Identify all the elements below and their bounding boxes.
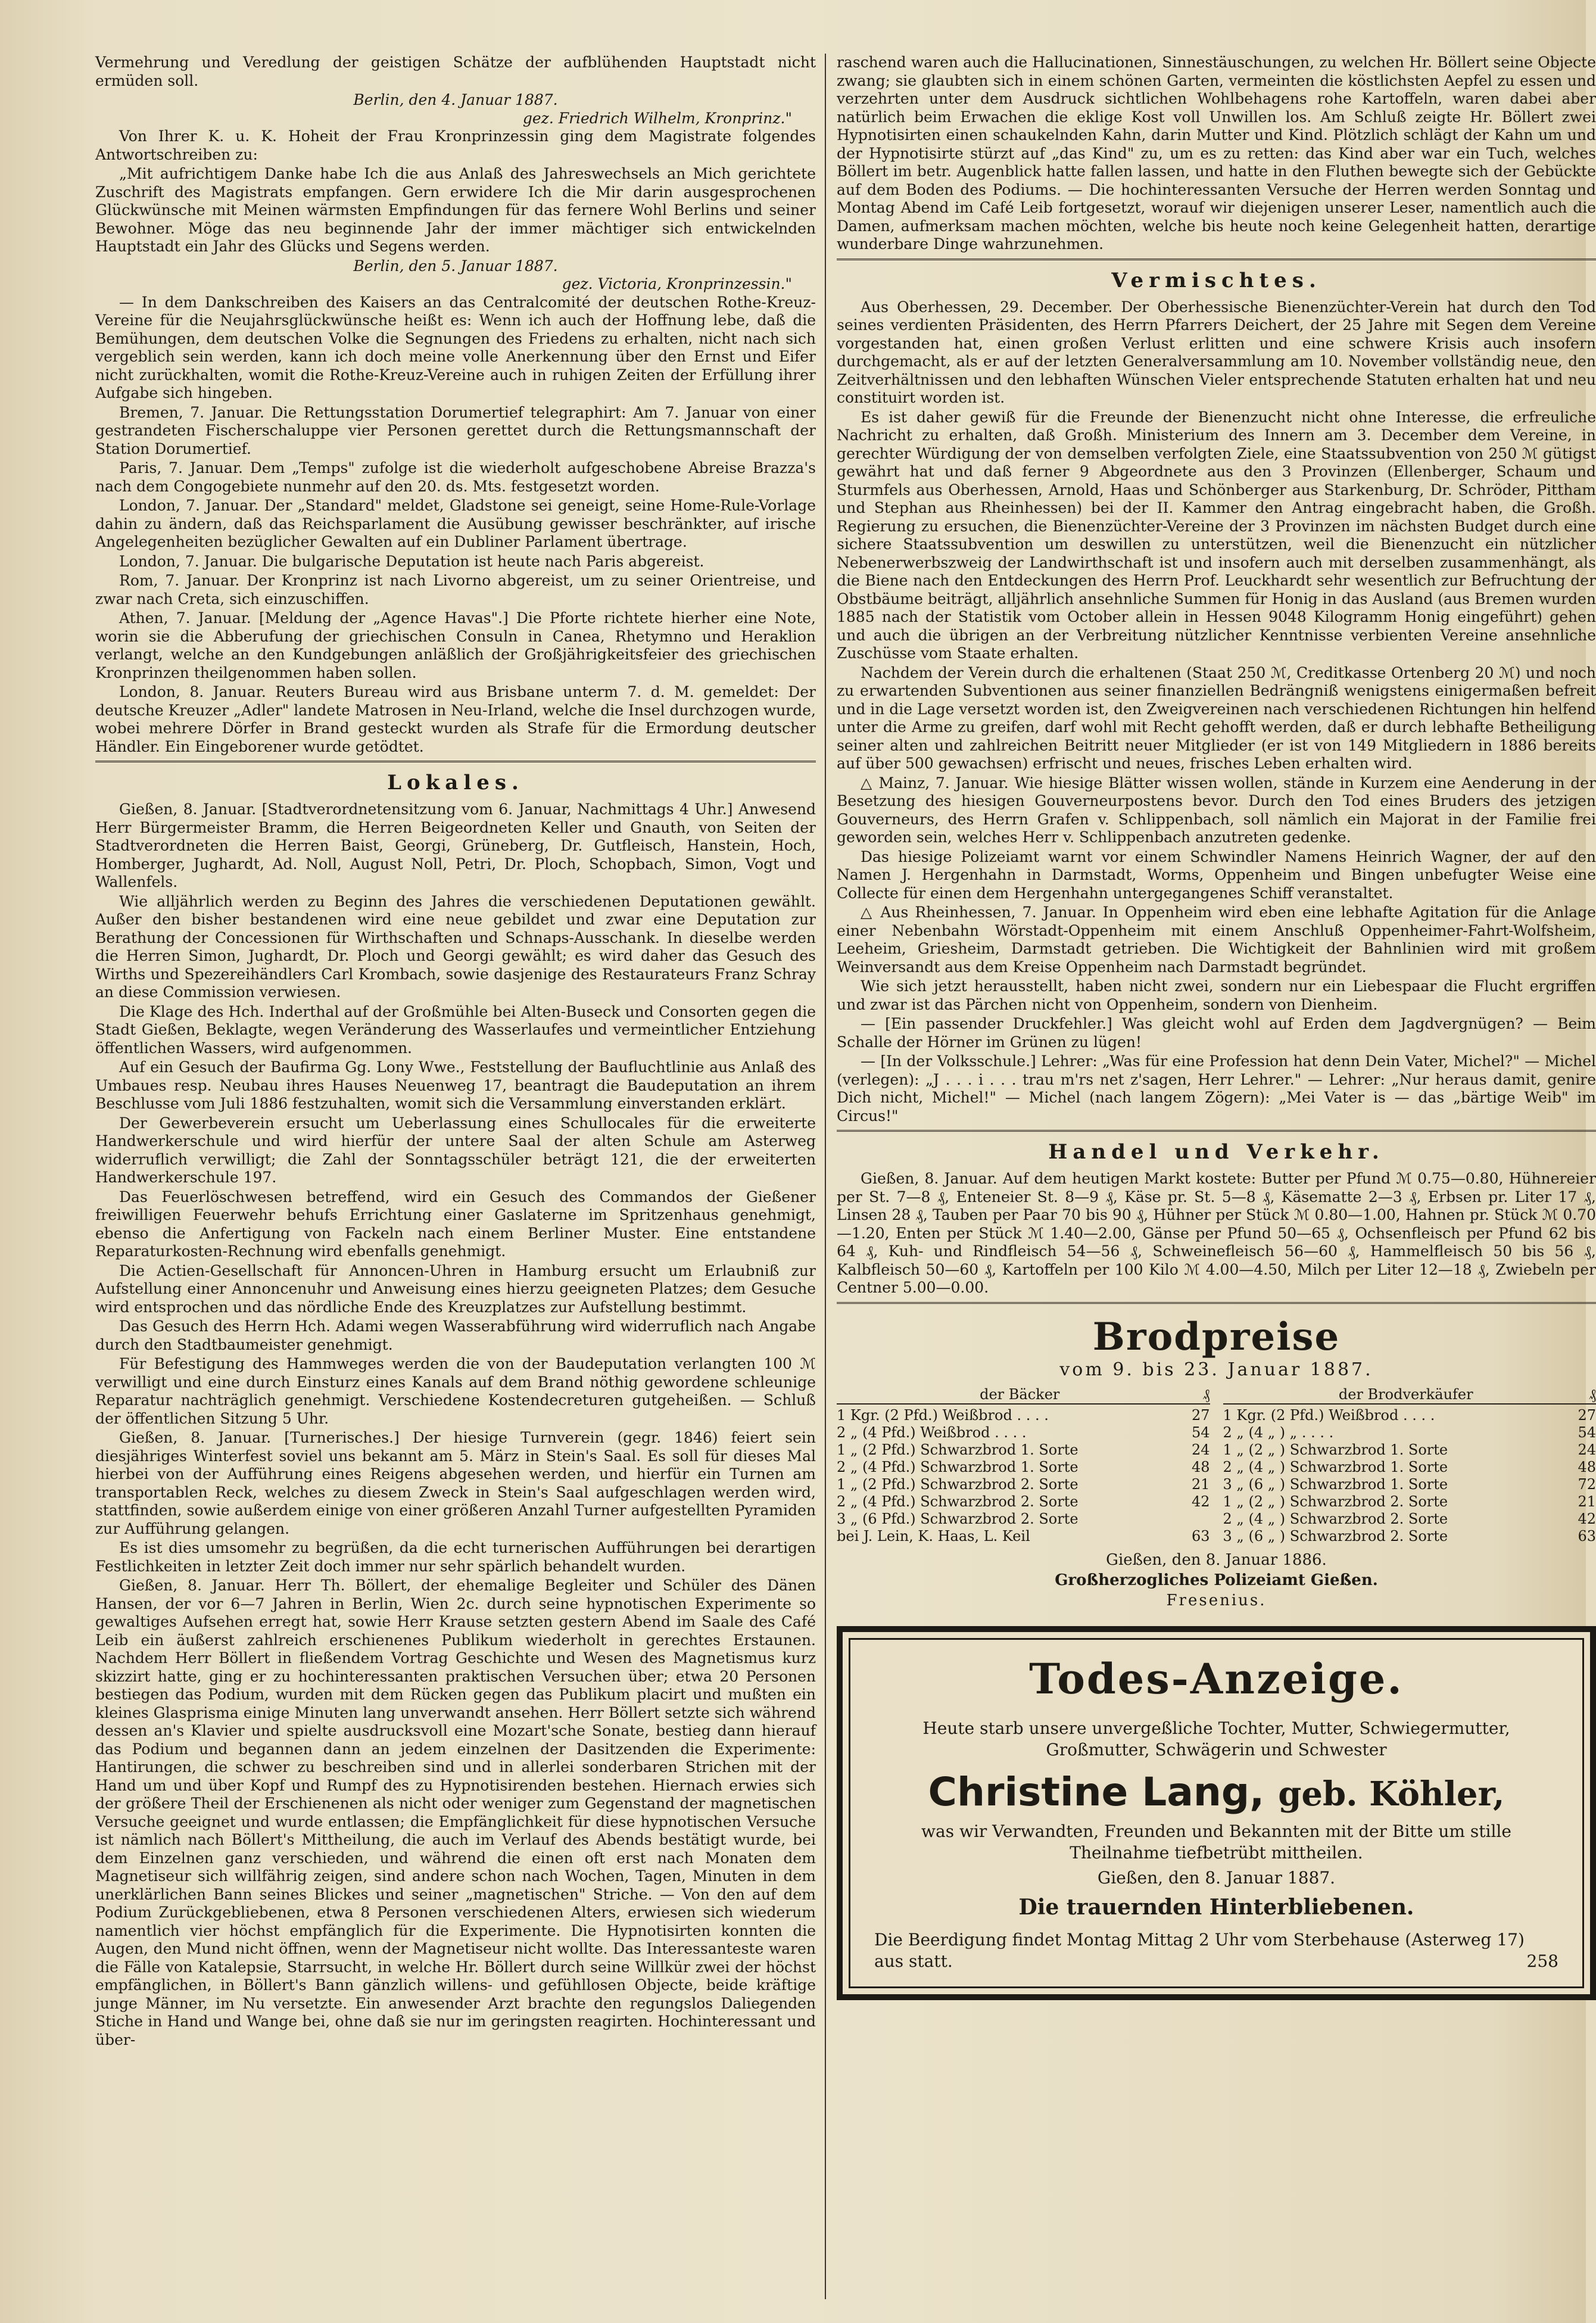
section-divider (837, 1130, 1596, 1132)
local-item: Das Feuerlöschwesen betreffend, wird ein Gesuch des Commandos der Gießener freiwilligen Feuerwehr behufs Errichtung einer Gaslaterne im Spritzenhaus genehmigt, ebenso die Anfertigung von Fackeln nach einem Berliner Muster. Eine entstandene Reparaturkosten-Rechnung wird ebenfalls genehmigt. (95, 1188, 816, 1260)
price-value: 54 (1191, 1424, 1210, 1441)
death-notice-date: Gießen, den 8. Januar 1887. (1097, 1867, 1336, 1888)
maiden-name: geb. Köhler, (1278, 1774, 1505, 1814)
local-item: Die Actien-Gesellschaft für Annoncen-Uhren in Hamburg ersucht um Erlaubniß zur Aufstellung einer Annoncenuhr und Anweisung eines hierzu geeigneten Platzes; dem Gesuche wird entsprochen und das nördliche Ende des Kreuzplatzes zur Aufstellung bestimmt. (95, 1262, 816, 1316)
news-item: Athen, 7. Januar. [Meldung der „Agence Havas".] Die Pforte richtete hierher eine Note, worin sie die Abberufung der griechischen Consuln in Canea, Rhetymno und Heraklion verlangt, welche an den Kundgebungen anläßlich der Großjährigkeitsfeier des griechischen Kronprinzen theilgenommen haben sollen. (95, 609, 816, 681)
funeral-info: Die Beerdigung findet Montag Mittag 2 Uhr vom Sterbehause (Asterweg 17) aus statt. (874, 1929, 1525, 1971)
local-item: Die Klage des Hch. Inderthal auf der Großmühle bei Alten-Buseck und Consorten gegen die Stadt Gießen, Beklagte, wegen Veränderung des Wasserlaufes und vermeintlicher Entziehung öffentlichen Wassers, wird aufgenommen. (95, 1002, 816, 1057)
price-value: 27 (1191, 1406, 1210, 1424)
price-row (1223, 1407, 1596, 1424)
price-value: 63 (1578, 1527, 1596, 1544)
bread-prices-title: Brodpreise (1092, 1314, 1341, 1359)
paragraph: — In dem Dankschreiben des Kaisers an das Centralcomité der deutschen Rothe-Kreuz-Vereine für die Neujahrsglückwünsche heißt es: Wenn ich auch der Hoffnung lebe, daß die Bemühungen, dem deutschen Volke die Segnungen des Friedens zu erhalten, nicht nach sich vergeblich sein werden, kann ich doch meine volle Anerkennung über den Ernst und Eifer nicht zurückhalten, womit die Rothe-Kreuz-Vereine auch in ruhigen Zeiten der Erfüllung ihrer Aufgabe sich hingeben. (95, 293, 816, 401)
death-notice (837, 1626, 1596, 2000)
bread-prices-period: vom 9. bis 23. Januar 1887. (1059, 1359, 1373, 1380)
signature: gez. Victoria, Kronprinzessin." (562, 275, 792, 292)
price-value: 63 (1191, 1527, 1210, 1544)
price-item: 2 „ (4 „ ) Schwarzbrod 1. Sorte (1223, 1458, 1448, 1475)
local-item: Es ist dies umsomehr zu begrüßen, da die echt turnerischen Aufführungen bei derartigen Festlichkeiten in letzter Zeit doch immer nur sehr spärlich behandelt wurden. (95, 1539, 816, 1575)
price-row (1223, 1459, 1596, 1476)
bread-notice-signature: Fresenius. (1166, 1591, 1267, 1609)
paragraph: Vermehrung und Veredlung der geistigen Schätze der aufblühenden Hauptstadt nicht ermüden soll. (95, 54, 816, 89)
misc-item: — [Ein passender Druckfehler.] Was gleicht wohl auf Erden dem Jagdvergnügen? — Beim Schalle der Hörner im Grünen zu lügen! (837, 1015, 1596, 1051)
local-item: Gießen, 8. Januar. Herr Th. Böllert, der ehemalige Begleiter und Schüler des Dänen Hansen, der vor 6—7 Jahren in Berlin, Wien 2c. durch seine hypnotischen Experimente so gewaltiges Aufsehen erregt hat, sowie Herr Krause setzten gestern Abend im Saale des Café Leib ein äußerst zahlreich erschienenes Publikum wiederholt in gerechtes Erstaunen. Nachdem Herr Böllert in fließendem Vortrag Geschichte und Wesen des Magnetismus kurz skizzirt hatte, ging er zu hochinteressanten praktischen Versuchen über; etwa 20 Personen bestiegen das Podium, wurden mit dem Rücken gegen das Publikum placirt und mußten ein kleines Glasprisma einige Minuten lang unverwandt ansehen. Herr Böllert setzte sich während dessen an's Klavier und spielte ausdrucksvoll eine Mozart'sche Sonate, bestieg dann hierauf das Podium und begannen dann an jedem einzelnen der Dasitzenden die Experimente: Hantirungen, die schwer zu beschreiben sind und in allerlei sonderbaren Strichen mit der Hand um und über Kopf und Rumpf des zu Hypnotisirenden bestehen. Hiernach erwies sich der größere Theil der Erschienenen als nicht oder weniger zum Gegenstand der magnetischen Versuche geeignet und wurde entlassen; die Empfänglichkeit für diese hypnotischen Versuche ist nämlich nach Böllert's Mittheilung, die auch im Verlauf des Abends bestätigt wurde, bei dem Einzelnen ganz verschieden, und während die einen oft erst nach Monaten dem Magnetiseur sich willfährig zeigen, sind andere schon nach Wochen, Tagen, Minuten in dem unerklärlichen Bann seines Blickes und seiner „magnetischen" Striche. — Von den auf dem Podium Zurückgebliebenen, etwa 8 Personen verschiedenen Alters, erwiesen sich wiederum namentlich vier höchst empfänglich für die Experimente. Die Hypnotisirten konnten die Augen, den Mund nicht öffnen, wenn der Magnetiseur nicht wollte. Das Interessanteste waren die Fälle von Katalepsie, Starrsucht, in welche Hr. Böllert durch seine Willkür zwei der höchst empfänglichen, in Böllert's Bann gänzlich willens- und gefühllosen Objecte, beide kräftige junge Männer, im Nu versetzte. Ein anwesender Arzt brachte den regungslos Daliegenden Stiche in Hand und Wange bei, ohne daß sie nur im geringsten reagirten. Hochinteressant und über- (95, 1577, 816, 2048)
price-value: 27 (1578, 1406, 1596, 1424)
left-column (95, 54, 816, 2287)
price-row (1223, 1511, 1596, 1528)
price-row (837, 1493, 1210, 1511)
price-row (1223, 1424, 1596, 1441)
price-value: 42 (1191, 1493, 1210, 1510)
local-item: Für Befestigung des Hammweges werden die von der Baudeputation verlangten 100 ℳ verwilligt und eine durch Einsturz eines Kanals auf dem Brand nöthig gewordene schleunige Reparatur nachträglich genehmigt. Verschiedene Kostendecreturen gutgeheißen. — Schluß der öffentlichen Sitzung 5 Uhr. (95, 1355, 816, 1427)
price-value: 42 (1578, 1510, 1596, 1527)
price-row (837, 1407, 1210, 1424)
bread-notice-authority: Großherzogliches Polizeiamt Gießen. (1055, 1571, 1378, 1589)
local-item: Wie alljährlich werden zu Beginn des Jahres die verschiedenen Deputationen gewählt. Außer den bisher bestandenen wird eine neue gebildet und zwar eine Deputation zur Berathung der Concessionen für Wirthschaften und Schnaps-Ausschank. In dieselbe werden die Herren Simon, Jughardt, Dr. Ploch und Georgi gewählt; es wird daher das Gesuch des Wirths und Spezereihändlers Carl Krombach, sowie dasjenige des Restaurateurs Franz Schray an diese Commission verwiesen. (95, 892, 816, 1001)
price-item: 2 „ (4 „ ) „ . . . . (1223, 1424, 1334, 1441)
price-row (837, 1441, 1210, 1459)
ad-number: 258 (1526, 1951, 1558, 1971)
price-value: 48 (1578, 1458, 1596, 1475)
misc-item: Wie sich jetzt herausstellt, haben nicht zwei, sondern nur ein Liebespaar die Flucht ergriffen und zwar ist das Pärchen nicht von Oppenheim, sondern von Dienheim. (837, 977, 1596, 1013)
local-item: Das Gesuch des Herrn Hch. Adami wegen Wasserabführung wird widerruflich nach Angabe durch den Stadtbaumeister genehmigt. (95, 1318, 816, 1353)
news-item: London, 7. Januar. Die bulgarische Deputation ist heute nach Paris abgereist. (119, 552, 705, 570)
deceased-name: Christine Lang, geb. Köhler, (928, 1768, 1505, 1815)
sellers-column (1223, 1386, 1596, 1545)
price-value: 24 (1191, 1441, 1210, 1458)
price-item: 1 Kgr. (2 Pfd.) Weißbrod . . . . (1223, 1406, 1435, 1424)
price-item: 1 „ (2 Pfd.) Schwarzbrod 2. Sorte (837, 1475, 1078, 1493)
bread-price-table (837, 1386, 1596, 1545)
bakers-column (837, 1386, 1210, 1545)
signature: gez. Friedrich Wilhelm, Kronprinz." (522, 109, 792, 127)
price-value: 24 (1578, 1441, 1596, 1458)
misc-item: Nachdem der Verein durch die erhaltenen (Staat 250 ℳ, Creditkasse Ortenberg 20 ℳ) und noch zu erwartenden Subventionen aus seiner finanziellen Bedrängniß wenigstens einigermaßen befreit und in die Lage versetzt worden ist, den Zweigvereinen nach verschiedenen Richtungen hin helfend unter die Arme zu greifen, darf wohl mit Recht gehofft werden, daß er durch lebhafte Betheiligung seiner alten und zahlreichen Beitritt neuer Mitglieder (er ist von 149 Mitgliedern in 1886 bereits auf über 500 gewachsen) erfrischt und neues, frisches Leben erhalten wird. (837, 664, 1596, 772)
section-heading-lokales: Lokales. (387, 771, 524, 795)
local-item: Auf ein Gesuch der Baufirma Gg. Lony Wwe., Feststellung der Baufluchtlinie aus Anlaß des Umbaues resp. Neubau ihres Hauses Neuenweg 17, beantragt die Baudeputation an ihrem Beschlusse vom Juli 1886 festzuhalten, womit sich die Versammlung einverstanden erklärt. (95, 1058, 816, 1112)
price-row (837, 1424, 1210, 1441)
news-item: London, 8. Januar. Reuters Bureau wird aus Brisbane unterm 7. d. M. gemeldet: Der deutsche Kreuzer „Adler" landete Matrosen in Neu-Irland, welche die Insel durchzogen wurde, wobei mehrere Dörfer in Brand gesteckt wurden als Strafe für die Ermordung deutscher Händler. Ein Eingeborener wurde getödtet. (95, 683, 816, 755)
death-notice-text: was wir Verwandten, Freunden und Bekannten mit der Bitte um stille Theilnahme tiefbetrübt mittheilen. (921, 1821, 1511, 1863)
section-divider (837, 259, 1596, 260)
local-item: Gießen, 8. Januar. [Turnerisches.] Der hiesige Turnverein (gegr. 1846) feiert sein diesjähriges Winterfest soviel uns bekannt am 5. März in Stein's Saal. Es soll für dieses Mal hierbei von der Aufführung eines Reigens abgesehen werden, und hierfür ein Turnen am transportablen Reck, welches zu diesem Zweck in Stein's Saal aufgeschlagen werden wird, stattfinden, sowie außerdem einige von einer größeren Anzahl Turner aufgestellten Pyramiden zur Aufführung gelangen. (95, 1429, 816, 1537)
dateline: Berlin, den 4. Januar 1887. (353, 91, 558, 108)
price-value: 21 (1578, 1493, 1596, 1510)
death-notice-title: Todes-Anzeige. (1029, 1653, 1404, 1704)
price-item: 3 „ (6 „ ) Schwarzbrod 2. Sorte (1223, 1527, 1448, 1544)
price-row (837, 1528, 1210, 1545)
death-notice-signature: Die trauernden Hinterbliebenen. (1018, 1894, 1414, 1920)
price-item: 2 „ (4 Pfd.) Schwarzbrod 2. Sorte (837, 1493, 1078, 1510)
right-column (837, 54, 1596, 2287)
bakers-heading: der Bäcker (980, 1385, 1060, 1403)
section-heading-handel: Handel und Verkehr. (1048, 1140, 1385, 1164)
price-row (837, 1459, 1210, 1476)
misc-item: Aus Oberhessen, 29. December. Der Oberhessische Bienenzüchter-Verein hat durch den Tod seines verdienten Präsidenten, des Herrn Pfarrers Deichert, der 25 Jahre mit Segen dem Vereine vorgestanden hat, einen großen Verlust erlitten und eine schwere Krisis auch insofern durchgemacht, als er auf der letzten Generalversammlung am 10. November vollständig neue, den Zeitverhältnissen und den lebhaften Wünschen Vieler entsprechende Statuten erhalten hat und neu constituirt worden ist. (837, 298, 1596, 406)
price-value: 48 (1191, 1458, 1210, 1475)
news-item: London, 7. Januar. Der „Standard" meldet, Gladstone sei geneigt, seine Home-Rule-Vorlage dahin zu ändern, daß das Reichsparlament die Ausübung gewisser beschränkter, auf irische Angelegenheiten bezüglicher Gewalten auf ein Dubliner Parlament übertrage. (95, 497, 816, 550)
column-divider (825, 54, 826, 2299)
market-report: Gießen, 8. Januar. Auf dem heutigen Markt kostete: Butter per Pfund ℳ 0.75—0.80, Hühnereier per St. 7—8 ₰, Enteneier St. 8—9 ₰, Käse pr. St. 5—8 ₰, Käsematte 2—3 ₰, Erbsen pr. Liter 17 ₰, Linsen 28 ₰, Tauben per Paar 70 bis 90 ₰, Hühner per Stück ℳ 0.80—1.00, Hahnen pr. Stück ℳ 0.70—1.20, Enten per Stück ℳ 1.40—2.00, Gänse per Pfund 50—65 ₰, Ochsenfleisch per Pfund 62 bis 64 ₰, Kuh- und Rindfleisch 54—56 ₰, Schweinefleisch 56—60 ₰, Hammelfleisch 50 bis 56 ₰, Kalbfleisch 50—60 ₰, Kartoffeln per 100 Kilo ℳ 4.00—4.50, Milch per Liter 12—18 ₰, Zwiebeln per Centner 5.00—0.00. (837, 1170, 1596, 1296)
price-row (1223, 1476, 1596, 1493)
bread-notice-date: Gießen, den 8. Januar 1886. (1106, 1550, 1327, 1569)
price-item: 1 „ (2 „ ) Schwarzbrod 2. Sorte (1223, 1493, 1448, 1510)
paragraph: Von Ihrer K. u. K. Hoheit der Frau Kronprinzessin ging dem Magistrate folgendes Antwortschreiben zu: (95, 127, 816, 163)
misc-item: — [In der Volksschule.] Lehrer: „Was für eine Profession hat denn Dein Vater, Michel?" — Michel (verlegen): „J . . . i . . . trau m'rs net z'sagen, Herr Lehrer." — Lehrer: „Nur heraus damit, genire Dich nicht, Michel!" — Michel (nach langem Zögern): „Mei Vater is — das „bärtige Weib" im Circus!" (837, 1052, 1596, 1125)
news-item: Paris, 7. Januar. Dem „Temps" zufolge ist die wiederholt aufgeschobene Abreise Brazza's nach dem Congogebiete nunmehr auf den 20. ds. Mts. festgesetzt worden. (95, 459, 816, 495)
local-item: Gießen, 8. Januar. [Stadtverordnetensitzung vom 6. Januar, Nachmittags 4 Uhr.] Anwesend Herr Bürgermeister Bramm, die Herren Beigeordneten Keller und Gnauth, von Seiten der Stadtverordneten die Herren Baist, Georgi, Grüneberg, Dr. Gutfleisch, Hanstein, Hoch, Homberger, Jughardt, Ad. Noll, August Noll, Petri, Dr. Ploch, Schopbach, Simon, Vogt und Wallenfels. (95, 801, 816, 890)
news-item: Bremen, 7. Januar. Die Rettungsstation Dorumertief telegraphirt: Am 7. Januar von einer gestrandeten Fischerschaluppe vier Personen gerettet durch die Rettungsmannschaft der Station Dorumertief. (95, 403, 816, 457)
paragraph: „Mit aufrichtigem Danke habe Ich die aus Anlaß des Jahreswechsels an Mich gerichtete Zuschrift des Magistrats empfangen. Gern erwidere Ich die Mir darin ausgesprochenen Glückwünsche mit Meinen wärmsten Empfindungen für das fernere Wohl Berlins und seiner Bewohner. Möge das neu beginnende Jahr der immer mächtiger sich entwickelnden Hauptstadt ein Jahr des Glücks und Segens werden. (95, 165, 816, 255)
price-item: 3 „ (6 Pfd.) Schwarzbrod 2. Sorte (837, 1510, 1078, 1527)
price-value: 72 (1578, 1475, 1596, 1493)
section-heading-vermischtes: Vermischtes. (1111, 268, 1321, 292)
price-item: 2 „ (4 Pfd.) Weißbrod . . . . (837, 1424, 1027, 1441)
price-item: 1 „ (2 Pfd.) Schwarzbrod 1. Sorte (837, 1441, 1078, 1458)
local-item: Der Gewerbeverein ersucht um Ueberlassung eines Schullocales für die erweiterte Handwerkerschule und wird hierfür der untere Saal der alten Schule am Asterweg widerruflich verwilligt; die Zahl der Sonntagsschüler beträgt 121, die der erweiterten Handwerkerschule 197. (95, 1114, 816, 1186)
price-item: 3 „ (6 „ ) Schwarzbrod 1. Sorte (1223, 1475, 1448, 1493)
price-row (837, 1476, 1210, 1493)
price-item: bei J. Lein, K. Haas, L. Keil (837, 1527, 1030, 1544)
misc-item: △ Mainz, 7. Januar. Wie hiesige Blätter wissen wollen, stände in Kurzem eine Aenderung in der Besetzung des hiesigen Gouverneurpostens bevor. Durch den Tod eines Bruders des jetzigen Gouverneurs, des Herrn Grafen v. Schlippenbach, soll nämlich ein Majorat in der Familie frei geworden sein, welches Herr v. Schlippenbach anzutreten gedenke. (837, 774, 1596, 846)
paragraph: raschend waren auch die Hallucinationen, Sinnestäuschungen, zu welchen Hr. Böllert seine Objecte zwang; sie glaubten sich in einem schönen Garten, vermeinten die köstlichsten Aepfel zu essen und verzehrten unter dem Ausdruck sichtlichen Wohlbehagens rohe Kartoffeln, waren dabei aber natürlich beim Erwachen die eklige Kost voll Unwillen los. Am Schluß zeigte Hr. Böllert zwei Hypnotisirten einen schaukelnden Kahn, darin Mutter und Kind. Plötzlich schlägt der Kahn um und der Hypnotisirte stürzt auf „das Kind" zu, um es zu retten: das Kind aber war ein Tuch, welches Böllert im betr. Augenblick hatte fallen lassen, und hatte in den Fluthen bewegte sich der Gebückte auf dem Boden des Podiums. — Die hochinteressanten Versuche der Herren werden Sonntag und Montag Abend im Café Leib fortgesetzt, worauf wir diejenigen unserer Leser, namentlich auch die Damen, aufmerksam machen möchten, welche bis heute noch keine Gelegenheit hatten, derartige wunderbare Dinge wahrzunehmen. (837, 54, 1596, 253)
unit-label: ₰ (1202, 1385, 1210, 1403)
price-value: 21 (1191, 1475, 1210, 1493)
price-row (1223, 1493, 1596, 1511)
price-row (1223, 1528, 1596, 1545)
price-row (1223, 1441, 1596, 1459)
price-row (837, 1511, 1210, 1528)
misc-item: Es ist daher gewiß für die Freunde der Bienenzucht nicht ohne Interesse, die erfreuliche Nachricht zu erhalten, daß Großh. Ministerium des Innern am 3. December dem Vereine, in gerechter Würdigung der von demselben verfolgten Ziele, eine Staatssubvention von 250 ℳ gütigst gewährt hat und daß ferner 9 Abgeordnete aus den 3 Provinzen (Ellenberger, Schaum und Sturmfels aus Oberhessen, Arnold, Haas und Schönberger aus Starkenburg, Dr. Schröder, Pittham und Stephan aus Rheinhessen) bei der II. Kammer den Antrag eingebracht haben, die Großh. Regierung zu ersuchen, die Bienenzüchter-Vereine der 3 Provinzen im nächsten Budget durch eine sichere Staatssubvention um deswillen zu unterstützen, weil die Bienenzucht ein nützlicher Nebenerwerbszweig der Landwirthschaft ist und insofern auch mit derselben zusammenhängt, als die Biene nach den Entdeckungen des Herrn Prof. Leuckhardt sehr wesentlich zur Befruchtung der Obstbäume beiträgt, alljährlich ansehnliche Summen für Honig in das Ausland (aus Bremen wurden 1885 nach der Statistik vom October allein in Hessen 9048 Kilogramm Honig eingeführt) gehen und auch die übrigen an der Verbreitung nützlicher Kenntnisse verbienten Vereine ansehnliche Zuschüsse vom Staate erhalten. (837, 408, 1596, 662)
price-item: 1 Kgr. (2 Pfd.) Weißbrod . . . . (837, 1406, 1049, 1424)
section-divider (95, 761, 816, 762)
death-notice-text: Heute starb unsere unvergeßliche Tochter, Mutter, Schwiegermutter, Großmutter, Schwägerin und Schwester (922, 1718, 1510, 1760)
misc-item: △ Aus Rheinhessen, 7. Januar. In Oppenheim wird eben eine lebhafte Agitation für die Anlage einer Nebenbahn Wörstadt-Oppenheim mit einem Anschluß Oppenheimer-Fahrt-Wolfsheim, Leeheim, Griesheim, Darmstadt getrieben. Die Wichtigkeit der Bahnlinien wird mit großem Weinversandt aus dem Kreise Oppenheim nach Darmstadt begründet. (837, 904, 1596, 976)
price-item: 1 „ (2 „ ) Schwarzbrod 1. Sorte (1223, 1441, 1448, 1458)
unit-label: ₰ (1589, 1385, 1596, 1403)
price-value: 54 (1578, 1424, 1596, 1441)
price-item: 2 „ (4 Pfd.) Schwarzbrod 1. Sorte (837, 1458, 1078, 1475)
sellers-heading: der Brodverkäufer (1338, 1385, 1473, 1403)
news-item: Rom, 7. Januar. Der Kronprinz ist nach Livorno abgereist, um zu seiner Orientreise, und zwar nach Creta, sich einzuschiffen. (95, 572, 816, 608)
misc-item: Das hiesige Polizeiamt warnt vor einem Schwindler Namens Heinrich Wagner, der auf den Namen J. Hergenhahn in Darmstadt, Worms, Oppenheim und Bingen unbefugter Weise eine Collecte für einen dem Hergenhahn untergegangenes Schiff veranstaltet. (837, 848, 1596, 902)
dateline: Berlin, den 5. Januar 1887. (353, 257, 558, 275)
section-divider (837, 1302, 1596, 1304)
price-item: 2 „ (4 „ ) Schwarzbrod 2. Sorte (1223, 1510, 1448, 1527)
